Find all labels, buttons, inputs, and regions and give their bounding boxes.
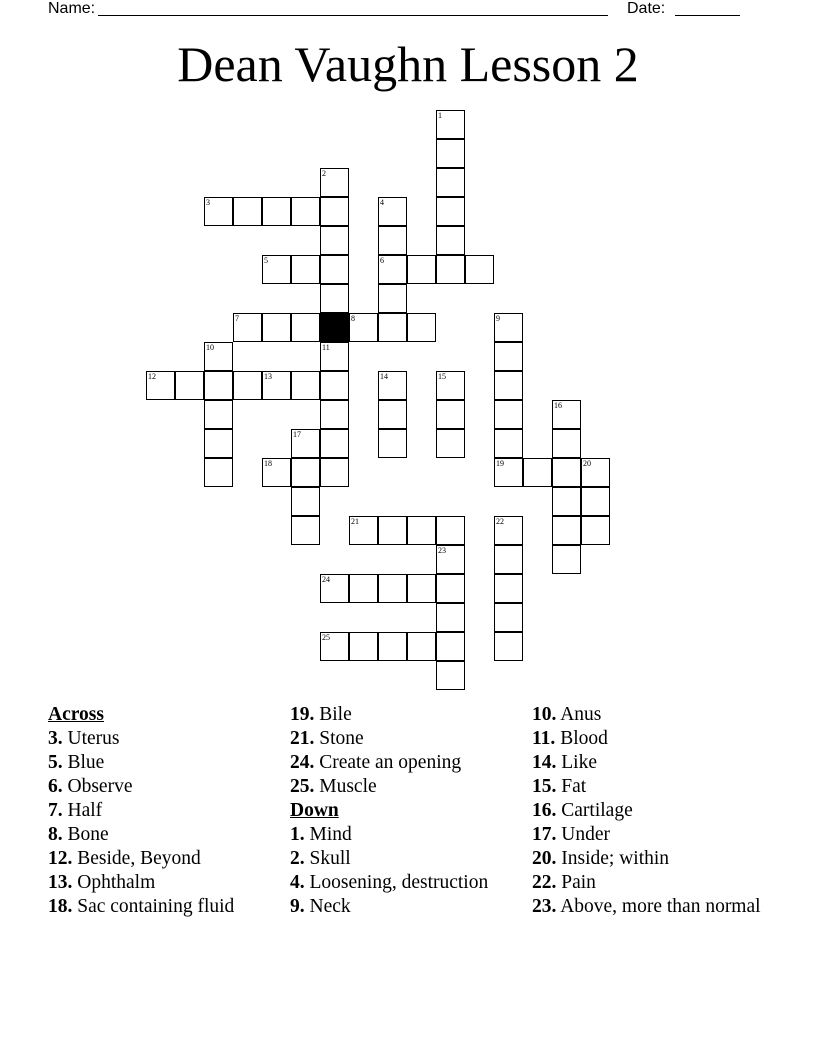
clue-text: Mind [309, 824, 352, 845]
grid-cell[interactable] [436, 197, 465, 226]
grid-cell[interactable] [146, 371, 175, 400]
clue-num: 12. [48, 848, 73, 869]
down-clue [532, 727, 767, 751]
clue-text: Like [561, 752, 597, 773]
clue-text: Muscle [319, 776, 377, 797]
down-clue [532, 823, 767, 847]
grid-cell[interactable] [320, 574, 349, 603]
clue-num: 25. [290, 776, 315, 797]
clue-num: 17. [532, 824, 557, 845]
clue-text: Bone [67, 824, 109, 845]
grid-cell[interactable] [407, 516, 436, 545]
clue-text: Above, more than normal [560, 896, 761, 917]
down-clue [532, 871, 767, 895]
grid-cell[interactable] [320, 255, 349, 284]
across-clue [48, 823, 283, 847]
grid-cell[interactable] [233, 313, 262, 342]
clue-text: Uterus [67, 728, 120, 749]
grid-cell[interactable] [175, 371, 204, 400]
clue-num: 15. [532, 776, 557, 797]
grid-cell[interactable] [262, 371, 291, 400]
grid-cell[interactable] [407, 574, 436, 603]
grid-cell[interactable] [291, 458, 320, 487]
grid-cell[interactable] [378, 400, 407, 429]
clue-number: 25 [322, 633, 330, 642]
grid-cell[interactable] [494, 545, 523, 574]
grid-cell[interactable] [494, 516, 523, 545]
page-title: Dean Vaughn Lesson 2 [177, 36, 639, 92]
grid-cell[interactable] [494, 342, 523, 371]
grid-cell[interactable] [436, 400, 465, 429]
down-clue [532, 847, 767, 871]
down-clue [290, 847, 525, 871]
grid-cell[interactable] [436, 545, 465, 574]
clue-num: 21. [290, 728, 315, 749]
clue-text: Ophthalm [77, 872, 156, 893]
grid-cell[interactable] [407, 632, 436, 661]
grid-cell[interactable] [552, 429, 581, 458]
clue-number: 9 [496, 314, 500, 323]
clue-column-2 [290, 703, 525, 919]
clue-text: Pain [561, 872, 596, 893]
clue-number: 5 [264, 256, 268, 265]
clue-text: Create an opening [319, 752, 462, 773]
grid-cell[interactable] [378, 371, 407, 400]
clue-number: 2 [322, 169, 326, 178]
clue-text: Inside; within [561, 848, 670, 869]
grid-cell[interactable] [320, 458, 349, 487]
grid-cell[interactable] [204, 429, 233, 458]
grid-cell[interactable] [320, 168, 349, 197]
clue-text: Sac containing fluid [77, 896, 235, 917]
grid-cell[interactable] [204, 197, 233, 226]
grid-cell[interactable] [552, 458, 581, 487]
grid-cell[interactable] [291, 429, 320, 458]
grid-cell[interactable] [320, 226, 349, 255]
grid-cell[interactable] [378, 197, 407, 226]
clue-number: 7 [235, 314, 239, 323]
clue-num: 23. [532, 896, 557, 917]
clue-number: 8 [351, 314, 355, 323]
grid-cell[interactable] [291, 516, 320, 545]
grid-cell[interactable] [436, 429, 465, 458]
down-clue [532, 703, 767, 727]
grid-cell[interactable] [262, 458, 291, 487]
clue-number: 15 [438, 372, 446, 381]
grid-cell[interactable] [262, 255, 291, 284]
clue-text: Beside, Beyond [77, 848, 201, 869]
grid-cell[interactable] [320, 400, 349, 429]
across-clue [290, 775, 525, 799]
grid-cell[interactable] [436, 661, 465, 690]
clue-text: Skull [309, 848, 351, 869]
clue-text: Loosening, destruction [309, 872, 489, 893]
clue-num: 19. [290, 704, 315, 725]
across-clue [48, 871, 283, 895]
grid-cell[interactable] [436, 574, 465, 603]
clue-text: Stone [319, 728, 364, 749]
grid-cell[interactable] [349, 516, 378, 545]
clue-text: Blue [67, 752, 105, 773]
clue-number: 22 [496, 517, 504, 526]
grid-cell[interactable] [204, 371, 233, 400]
down-heading: Down [290, 800, 339, 821]
grid-cell[interactable] [436, 226, 465, 255]
clue-num: 24. [290, 752, 315, 773]
down-clue [532, 895, 767, 919]
clue-text: Bile [319, 704, 352, 725]
clue-text: Anus [560, 704, 602, 725]
clue-text: Neck [309, 896, 351, 917]
clue-text: Half [67, 800, 103, 821]
clue-num: 1. [290, 824, 305, 845]
clue-number: 20 [583, 459, 591, 468]
grid-cell[interactable] [494, 458, 523, 487]
clue-num: 11. [532, 728, 556, 749]
clue-num: 5. [48, 752, 63, 773]
clue-num: 16. [532, 800, 557, 821]
across-clue [48, 799, 283, 823]
down-clue [290, 823, 525, 847]
down-clue [290, 871, 525, 895]
grid-cell[interactable] [291, 197, 320, 226]
clue-num: 14. [532, 752, 557, 773]
grid-block [320, 313, 349, 342]
grid-cell[interactable] [320, 632, 349, 661]
clue-num: 6. [48, 776, 63, 797]
grid-cell[interactable] [552, 545, 581, 574]
grid-cell[interactable] [262, 197, 291, 226]
grid-cell[interactable] [494, 429, 523, 458]
grid-cell[interactable] [291, 255, 320, 284]
grid-cell[interactable] [581, 458, 610, 487]
clue-number: 13 [264, 372, 272, 381]
grid-cell[interactable] [494, 632, 523, 661]
clue-number: 11 [322, 343, 330, 352]
clue-number: 12 [148, 372, 156, 381]
grid-cell[interactable] [378, 516, 407, 545]
grid-cell[interactable] [436, 516, 465, 545]
grid-cell[interactable] [378, 284, 407, 313]
clue-num: 2. [290, 848, 305, 869]
grid-cell[interactable] [291, 313, 320, 342]
grid-cell[interactable] [552, 400, 581, 429]
grid-cell[interactable] [407, 313, 436, 342]
clue-num: 13. [48, 872, 73, 893]
grid-cell[interactable] [378, 226, 407, 255]
down-clue [290, 895, 525, 919]
name-label: Name: [48, 0, 96, 17]
grid-cell[interactable] [378, 313, 407, 342]
clue-text: Fat [561, 776, 587, 797]
grid-cell[interactable] [378, 429, 407, 458]
across-clue [290, 703, 525, 727]
grid-cell[interactable] [436, 139, 465, 168]
clue-num: 10. [532, 704, 557, 725]
clue-text: Under [561, 824, 610, 845]
grid-cell[interactable] [436, 603, 465, 632]
clue-number: 1 [438, 111, 442, 120]
grid-cell[interactable] [262, 313, 291, 342]
across-clue [48, 775, 283, 799]
grid-cell[interactable] [320, 284, 349, 313]
across-heading: Across [48, 704, 104, 725]
grid-cell[interactable] [523, 458, 552, 487]
grid-cell[interactable] [320, 342, 349, 371]
across-clue [290, 727, 525, 751]
grid-cell[interactable] [320, 429, 349, 458]
grid-cell[interactable] [436, 632, 465, 661]
down-clue [532, 751, 767, 775]
clue-number: 14 [380, 372, 388, 381]
clue-text: Observe [67, 776, 133, 797]
grid-cell[interactable] [436, 371, 465, 400]
clue-number: 18 [264, 459, 272, 468]
clue-num: 3. [48, 728, 63, 749]
grid-cell[interactable] [291, 487, 320, 516]
clue-num: 4. [290, 872, 305, 893]
clue-num: 9. [290, 896, 305, 917]
clue-num: 18. [48, 896, 73, 917]
clue-number: 10 [206, 343, 214, 352]
across-clue [48, 727, 283, 751]
date-label: Date: [627, 0, 666, 17]
grid-cell[interactable] [494, 574, 523, 603]
grid-cell[interactable] [320, 197, 349, 226]
clue-number: 23 [438, 546, 446, 555]
clue-number: 19 [496, 459, 504, 468]
clue-text: Blood [560, 728, 608, 749]
clue-number: 21 [351, 517, 359, 526]
clue-number: 16 [554, 401, 562, 410]
grid-cell[interactable] [320, 371, 349, 400]
grid-cell[interactable] [552, 487, 581, 516]
clue-num: 22. [532, 872, 557, 893]
across-clue [48, 895, 283, 919]
grid-cell[interactable] [494, 313, 523, 342]
across-clue [290, 751, 525, 775]
grid-cell[interactable] [436, 110, 465, 139]
clue-number: 17 [293, 430, 301, 439]
clue-num: 20. [532, 848, 557, 869]
grid-cell[interactable] [494, 400, 523, 429]
clue-text: Cartilage [561, 800, 633, 821]
grid-cell[interactable] [233, 371, 262, 400]
grid-cell[interactable] [349, 574, 378, 603]
grid-cell[interactable] [349, 632, 378, 661]
grid-cell[interactable] [378, 632, 407, 661]
clue-num: 8. [48, 824, 63, 845]
grid-cell[interactable] [465, 255, 494, 284]
grid-cell[interactable] [378, 255, 407, 284]
clue-column-3 [532, 703, 767, 919]
down-clue [532, 799, 767, 823]
clue-number: 3 [206, 198, 210, 207]
grid-cell[interactable] [204, 458, 233, 487]
clue-number: 4 [380, 198, 384, 207]
grid-cell[interactable] [204, 400, 233, 429]
clue-column-1 [48, 703, 283, 919]
grid-cell[interactable] [407, 255, 436, 284]
across-clue [48, 751, 283, 775]
grid-cell[interactable] [552, 516, 581, 545]
grid-cell[interactable] [494, 371, 523, 400]
grid-cell[interactable] [349, 313, 378, 342]
across-clue [48, 847, 283, 871]
grid-cell[interactable] [378, 574, 407, 603]
clue-num: 7. [48, 800, 63, 821]
clue-number: 24 [322, 575, 330, 584]
clue-number: 6 [380, 256, 384, 265]
grid-cell[interactable] [581, 516, 610, 545]
grid-cell[interactable] [436, 255, 465, 284]
grid-cell[interactable] [204, 342, 233, 371]
grid-cell[interactable] [291, 371, 320, 400]
grid-cell[interactable] [494, 603, 523, 632]
grid-cell[interactable] [436, 168, 465, 197]
grid-cell[interactable] [581, 487, 610, 516]
grid-cell[interactable] [233, 197, 262, 226]
down-clue [532, 775, 767, 799]
